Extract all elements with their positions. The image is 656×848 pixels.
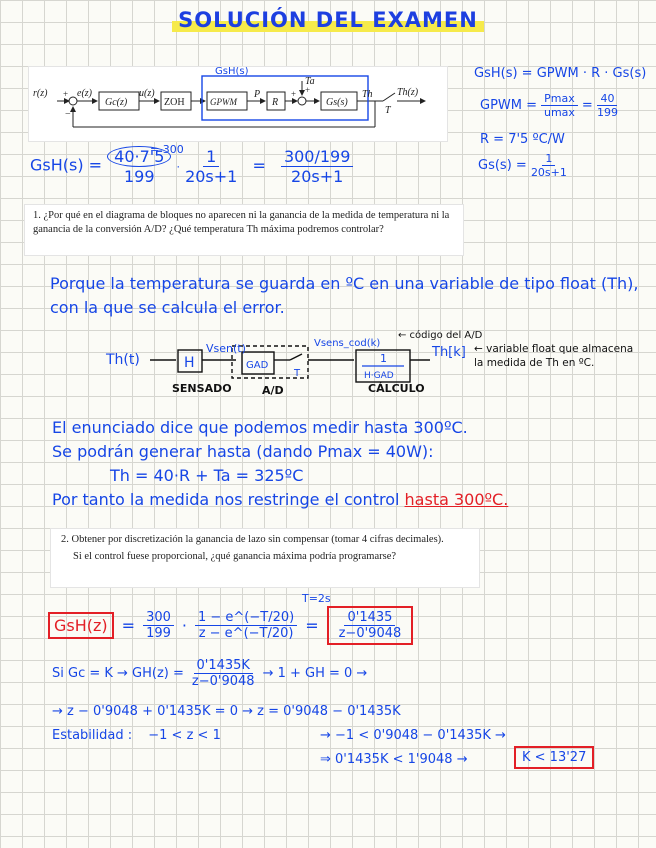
sd-th-k: Th[k] [432,345,466,360]
underlined-limit: hasta 300ºC. [404,490,509,509]
block-diagram [29,67,447,141]
circled-num: 40·7'5 [107,146,171,167]
label-u: u(z) [139,88,155,99]
answer-2-eq: GsH(z) = $\frac{300}{199}$ · $\frac{1 - e\^{}(-T/20)}{z - e\^{}(-T/20)}$ = $\frac{0'1435}{z-0'9048}$ [48,606,413,645]
block-gs: Gs(s) [326,97,348,108]
answer-2-line4: ⇒ 0'1435K < 1'9048 → [320,752,468,767]
block-gpwm: GPWM [210,97,237,107]
answer-1-text: Porque la temperatura se guarda en ºC en una variable de tipo float (Th), con la que se calcula el error. [50,274,639,317]
question-1: 1. ¿Por qué en el diagrama de bloques no aparecen ni la ganancia de la medida de temperatura ni la ganancia de la conversión A/D? ¿Qué temperatura Th máxima podremos controlar? [24,204,464,256]
sd-var-note: ← variable float que almacena la medida de Th en ºC. [474,343,634,369]
block-zoh: ZOH [164,97,185,108]
sd-sensado: SENSADO [172,382,232,395]
label-plus-1: + [63,89,69,99]
label-thz: Th(z) [397,87,419,98]
answer-1-p2: El enunciado dice que podemos medir hasta 300ºC. [52,418,468,437]
side-eq-1: GsH(s) = GPWM · R · Gs(s) [474,66,647,81]
block-r: R [272,97,279,108]
sd-calc-den: H·GAD [364,371,394,381]
label-minus-1: − [65,109,71,120]
answer-1-p3: Se podrán generar hasta (dando Pmax = 40W): [52,442,434,461]
sd-th-t: Th(t) [106,352,140,368]
result-box-1: $\frac{0'1435}{z-0'9048}$ [327,606,414,645]
sd-gad: GAD [246,360,269,371]
answer-2-line3: → −1 < 0'9048 − 0'1435K → [320,728,506,743]
label-t: T [385,105,391,116]
sd-vsens-cod: Vsens_cod(k) [314,338,381,349]
answer-2-estab: Estabilidad : −1 < z < 1 [52,728,221,743]
answer-1-p5: Por tanto la medida nos restringe el control hasta 300ºC. [52,490,509,509]
page-title: SOLUCIÓN DEL EXAMEN [0,8,656,32]
sd-ad: A/D [262,384,284,397]
sd-calc-num: 1 [380,352,387,365]
question-2: 2. Obtener por discretización la ganancia de lazo sin compensar (tomar 4 cifras decimales). Si el control fuese proporcional, ¿qué ganancia máxima podría programarse? [50,528,480,588]
block-gc: Gc(z) [105,97,128,108]
sd-t: T [294,368,301,379]
sd-code-note: ← código del A/D [398,330,483,341]
gsh-group-label: GsH(s) [215,67,249,77]
answer-1-p4: Th = 40·R + Ta = 325ºC [110,466,304,485]
answer-2-line2: → z − 0'9048 + 0'1435K = 0 → z = 0'9048 − 0'1435K [52,704,401,719]
block-diagram-card [28,66,448,142]
label-plus-2: + [291,89,297,99]
final-result-box: K < 13'27 [514,746,594,769]
gshz-box: GsH(z) [48,612,114,639]
sd-calculo: CÁLCULO [368,382,425,395]
answer-2-si: Si Gc = K → GH(z) = $\frac{0'1435K}{z-0'9048}$ → 1 + GH = 0 → [52,658,368,689]
sd-vsen: Vsen(t) [206,342,246,355]
side-eq-3: R = 7'5 ºC/W [480,132,565,147]
label-plus-3: + [305,85,311,95]
label-p: P [254,89,261,100]
side-eq-4: Gs(s) = $\frac{1}{20s+1}$ [478,152,567,179]
t-note: T=2s [302,592,331,605]
label-e: e(z) [77,88,92,99]
label-th: Th [362,89,373,100]
label-ta: Ta [305,76,315,87]
sd-h: H [184,355,195,371]
gsh-note: = 300 [150,143,184,156]
label-r: r(z) [33,88,48,99]
gsh-equation: GsH(s) = $\frac{40\cdot 7'5}{199}$ · $\frac{1}{20s+1}$ = $\frac{300/199}{20s+1}$ [30,146,353,186]
side-eq-2: GPWM = $\frac{Pmax}{umax}$ = $\frac{40}{199}$ [480,92,618,119]
